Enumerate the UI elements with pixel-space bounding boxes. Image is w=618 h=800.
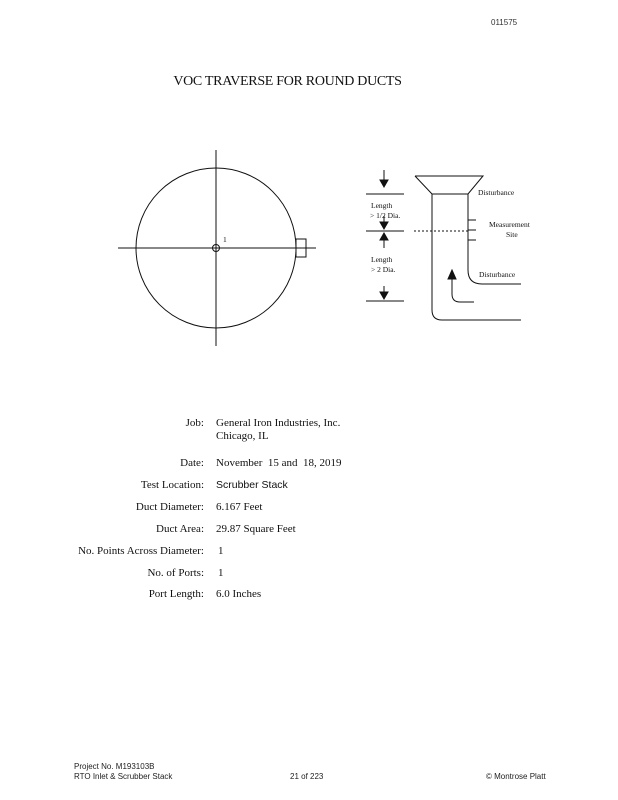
date-value: November 15 and 18, 2019 [216, 457, 342, 469]
arrows [380, 170, 456, 299]
inlet-duct-bottom [432, 310, 521, 320]
points-label: No. Points Across Diameter: [78, 545, 204, 557]
ports-value: 1 [218, 567, 224, 579]
footer-company: © Montrose Platt [486, 772, 546, 781]
flow-path [452, 278, 474, 302]
port-length-label: Port Length: [148, 588, 204, 600]
port-length-row [0, 588, 618, 604]
duct-area-value: 29.87 Square Feet [216, 523, 296, 535]
ports-label: No. of Ports: [147, 567, 204, 579]
footer-project: Project No. M193103B [74, 762, 155, 771]
footer-page: 21 of 223 [290, 772, 324, 781]
page-title: VOC TRAVERSE FOR ROUND DUCTS [173, 74, 402, 89]
arrow-down-icon [380, 292, 388, 299]
length-upper-value: > 1/2 Dia. [370, 211, 401, 220]
duct-diameter-label: Duct Diameter: [135, 501, 204, 513]
traverse-point-label: 1 [223, 235, 227, 244]
job-value: General Iron Industries, Inc. [216, 417, 341, 429]
job-row [0, 417, 618, 442]
measurement-site-label-2: Site [506, 230, 518, 239]
job-location: Chicago, IL [216, 430, 269, 442]
length-lower-label: Length [371, 255, 393, 264]
test-location-label: Test Location: [140, 479, 204, 491]
test-location-value: Scrubber Stack [216, 479, 288, 491]
measurement-site-label: Measurement [489, 220, 530, 229]
length-upper-label: Length [371, 201, 393, 210]
disturbance-bottom-label: Disturbance [479, 270, 516, 279]
date-label: Date: [180, 457, 204, 469]
duct-diameter-row [0, 501, 618, 517]
date-row [0, 457, 618, 473]
port-length-value: 6.0 Inches [216, 588, 262, 600]
arrow-down-icon [380, 180, 388, 187]
duct-area-label: Duct Area: [156, 523, 204, 535]
points-row [0, 545, 618, 561]
footer-location: RTO Inlet & Scrubber Stack [74, 772, 173, 781]
arrow-up-icon [380, 233, 388, 240]
duct-area-row [0, 523, 618, 539]
disturbance-top-label: Disturbance [478, 188, 515, 197]
arrow-down-icon [380, 222, 388, 229]
stack-schematic [366, 176, 521, 320]
document-id: 011575 [491, 18, 518, 27]
duct-diameter-value: 6.167 Feet [216, 501, 263, 513]
test-location-row [0, 479, 618, 495]
funnel-outline [415, 176, 483, 194]
length-lower-value: > 2 Dia. [371, 265, 396, 274]
duct-cross-section [118, 150, 316, 346]
flow-arrow-up-icon [448, 270, 456, 279]
points-value: 1 [218, 545, 224, 557]
ports-row [0, 567, 618, 583]
job-label: Job: [185, 417, 204, 429]
